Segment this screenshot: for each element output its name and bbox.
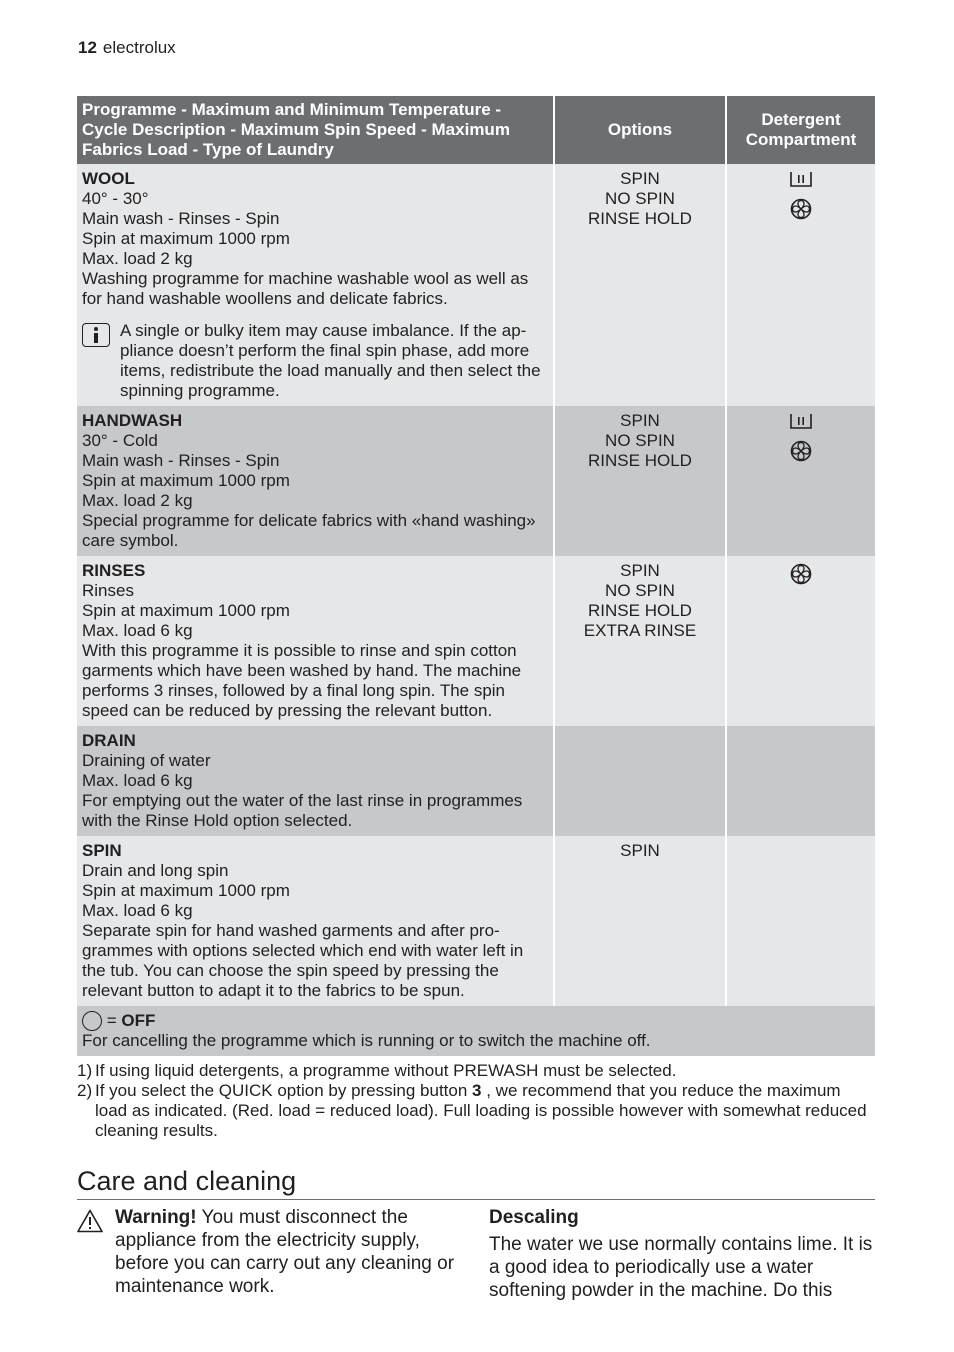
info-note-text: A single or bulky item may cause imbalance. If the ap-pliance doesn’t perform the final spin phase, add more items, redistribute the load manually and then select the spinning programme. — [120, 321, 541, 400]
footnote — [77, 1081, 877, 1141]
programme-detail-line: 30° - Cold — [82, 431, 158, 450]
off-cell — [77, 1006, 875, 1056]
detergent-cell — [726, 726, 875, 836]
programme-detail-line: Special programme for delicate fabrics with «hand washing» care symbol. — [82, 511, 536, 550]
main-wash-compartment-icon — [789, 171, 813, 194]
warning-triangle-icon — [77, 1209, 105, 1298]
option-item: SPIN — [620, 411, 660, 430]
column-header-programme: Programme - Maximum and Minimum Temperature - Cycle Description - Maximum Spin Speed - Maximum Fabrics Load - Type of Laundry — [77, 96, 554, 164]
programme-detail-line: For emptying out the water of the last rinse in programmes with the Rinse Hold option selected. — [82, 791, 523, 830]
section-divider — [77, 1199, 875, 1200]
option-item: RINSE HOLD — [588, 451, 692, 470]
programme-detail-line: Main wash - Rinses - Spin — [82, 451, 280, 470]
option-item: SPIN — [620, 169, 660, 188]
programme-detail-line: Rinses — [82, 581, 134, 600]
table-header-row — [77, 96, 875, 164]
programme-detail-line: Separate spin for hand washed garments and after pro-grammes with options selected which end with water left in the tub. You can choose the spin speed by pressing the relevant button to adapt it to the fabrics to be spun. — [82, 921, 524, 1000]
option-item: EXTRA RINSE — [583, 621, 697, 640]
footnote-text — [95, 1081, 877, 1141]
fabric-softener-icon — [790, 198, 812, 225]
warning-text — [115, 1206, 472, 1298]
footnote-number: 2) — [77, 1081, 93, 1100]
programme-detail-line: Spin at maximum 1000 rpm — [82, 881, 290, 900]
detergent-cell — [726, 556, 875, 726]
programme-row — [77, 164, 875, 406]
page-number: 12 — [78, 38, 97, 57]
detergent-cell — [726, 836, 875, 1006]
footnote-button-number: 3 — [472, 1081, 482, 1100]
programme-row — [77, 406, 875, 556]
programme-detail-line: Main wash - Rinses - Spin — [82, 209, 280, 228]
programme-row — [77, 556, 875, 726]
off-description: For cancelling the programme which is running or to switch the machine off. — [82, 1031, 651, 1050]
options-cell — [554, 556, 726, 726]
off-equals: = — [106, 1011, 117, 1030]
section-title: Care and cleaning — [77, 1166, 297, 1196]
info-note — [82, 321, 548, 401]
option-item: NO SPIN — [605, 189, 675, 208]
descaling-text: The water we use normally contains lime. It is a good idea to periodically use a water softening powder in the machine. Do this — [489, 1234, 873, 1301]
programme-name: RINSES — [82, 561, 146, 580]
programme-detail-line: Spin at maximum 1000 rpm — [82, 229, 290, 248]
programme-detail-line: With this programme it is possible to rinse and spin cotton garments which have been washed by hand. The machine performs 3 rinses, followed by a final long spin. The spin speed can be reduced by pressing the relevant button. — [82, 641, 522, 720]
programme-name: DRAIN — [82, 731, 136, 750]
options-cell — [554, 406, 726, 556]
descaling-title: Descaling — [489, 1207, 579, 1228]
programme-name: WOOL — [82, 169, 135, 188]
programme-detail-line: Draining of water — [82, 751, 211, 770]
option-item: SPIN — [620, 841, 660, 860]
off-circle-icon — [82, 1011, 102, 1031]
programme-name: SPIN — [82, 841, 122, 860]
programme-detail-line: Drain and long spin — [82, 861, 229, 880]
footnote-text-part: , we recommend that you reduce the maximum load as indicated. (Red. load = reduced load). Full loading is possible however with somewhat reduced cleaning results. — [95, 1081, 867, 1140]
warning-body: You must disconnect the appliance from the electricity supply, before you can carry out any cleaning or maintenance work. — [115, 1207, 455, 1297]
programme-name: HANDWASH — [82, 411, 183, 430]
programme-detail-line: Spin at maximum 1000 rpm — [82, 601, 290, 620]
programme-detail-line: Max. load 6 kg — [82, 771, 193, 790]
off-label: OFF — [121, 1011, 156, 1030]
programme-description-cell — [77, 836, 554, 1006]
programme-detail-line: Spin at maximum 1000 rpm — [82, 471, 290, 490]
column-header-options: Options — [554, 96, 726, 164]
programme-detail-line: Max. load 2 kg — [82, 249, 193, 268]
programme-detail-line: 40° - 30° — [82, 189, 149, 208]
option-item: NO SPIN — [605, 581, 675, 600]
detergent-cell — [726, 406, 875, 556]
detergent-cell — [726, 164, 875, 406]
main-wash-compartment-icon — [789, 413, 813, 436]
footnotes — [77, 1061, 877, 1141]
programme-description-cell — [77, 726, 554, 836]
options-cell — [554, 726, 726, 836]
options-cell — [554, 164, 726, 406]
options-cell — [554, 836, 726, 1006]
footnote-text: If using liquid detergents, a programme without PREWASH must be selected. — [95, 1061, 677, 1080]
brand-name: electrolux — [102, 38, 176, 57]
programme-detail-line: Max. load 6 kg — [82, 621, 193, 640]
option-item: RINSE HOLD — [588, 601, 692, 620]
descaling-block — [489, 1206, 879, 1302]
warning-label: Warning! — [115, 1207, 197, 1228]
programme-row — [77, 836, 875, 1006]
footnote-text-part: If you select the QUICK option by pressing button — [95, 1081, 473, 1100]
option-item: NO SPIN — [605, 431, 675, 450]
programme-detail-line: Max. load 6 kg — [82, 901, 193, 920]
programme-table — [77, 96, 875, 1056]
page-header — [78, 38, 176, 58]
warning-block — [77, 1206, 472, 1298]
programme-detail-line: Max. load 2 kg — [82, 491, 193, 510]
option-item: RINSE HOLD — [588, 209, 692, 228]
fabric-softener-icon — [790, 563, 812, 590]
footnote-number: 1) — [77, 1061, 93, 1080]
column-header-detergent: Detergent Compartment — [726, 96, 875, 164]
off-row — [77, 1006, 875, 1056]
option-item: SPIN — [620, 561, 660, 580]
footnote — [77, 1061, 877, 1081]
programme-description-cell — [77, 406, 554, 556]
programme-detail-line: Washing programme for machine washable wool as well as for hand washable woollens and delicate fabrics. — [82, 269, 529, 308]
fabric-softener-icon — [790, 440, 812, 467]
programme-description-cell — [77, 556, 554, 726]
info-icon — [82, 323, 110, 347]
programme-description-cell — [77, 164, 554, 406]
programme-row — [77, 726, 875, 836]
